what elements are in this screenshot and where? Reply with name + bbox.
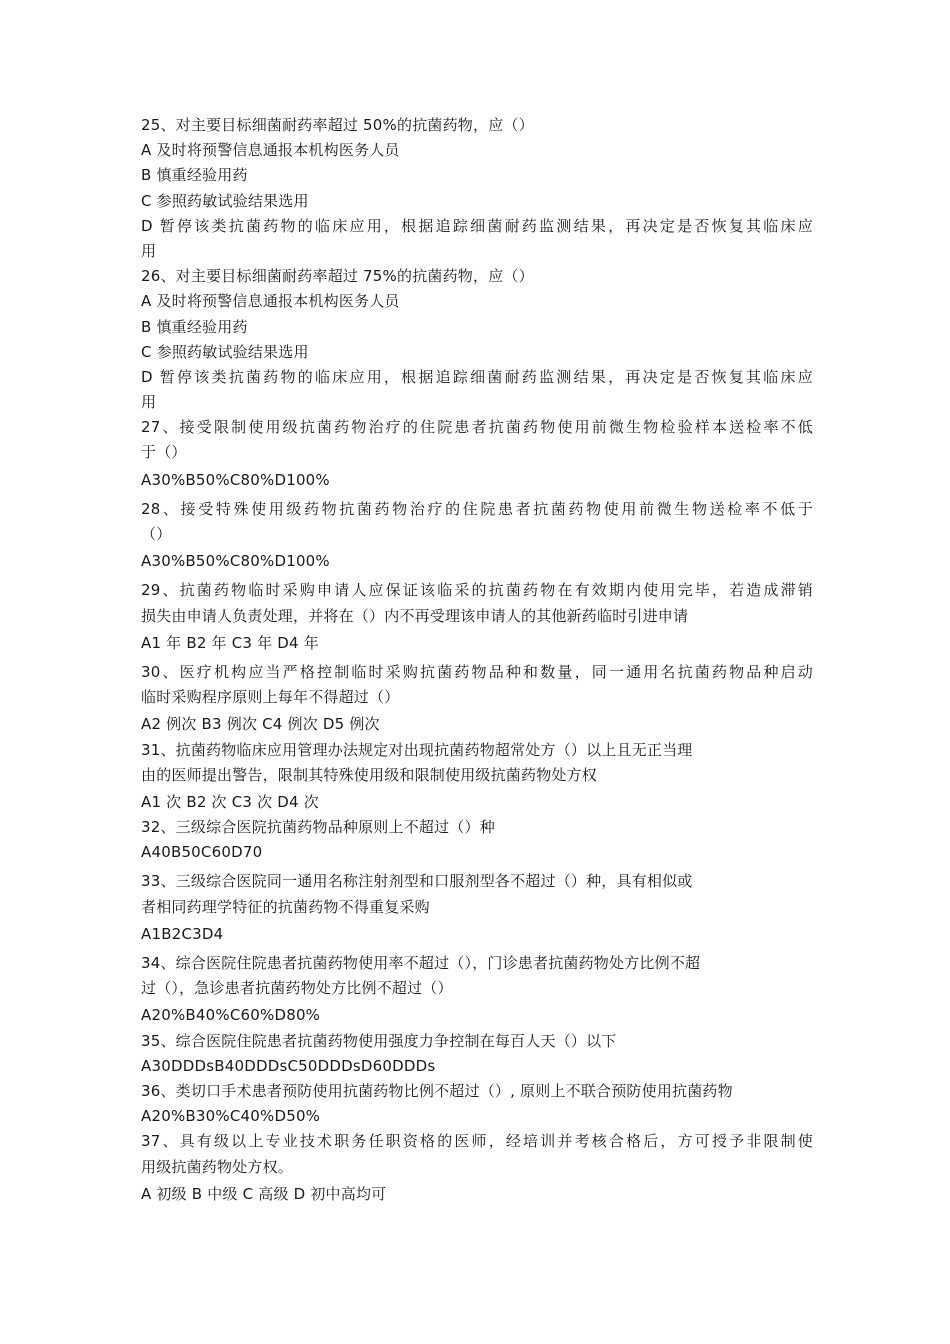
q31-options: A1 次 B2 次 C3 次 D4 次: [141, 792, 319, 811]
q36-options: A20%B30%C40%D50%: [141, 1107, 321, 1126]
q28-options: A30%B50%C80%D100%: [141, 552, 330, 571]
q36-stem: 36、类切口手术患者预防使用抗菌药物比例不超过（）, 原则上不联合预防使用抗菌药物: [141, 1081, 733, 1100]
q30-stem: 30、医疗机构应当严格控制临时采购抗菌药物品种和数量，同一通用名抗菌药物品种启动: [141, 662, 813, 681]
q28-stem-cont: （）: [141, 525, 172, 543]
q26-option-c: C 参照药敏试验结果选用: [141, 342, 309, 361]
q25-option-c: C 参照药敏试验结果选用: [141, 191, 309, 210]
q31-stem: 31、抗菌药物临床应用管理办法规定对出现抗菌药物超常处方（）以上且无正当理: [141, 740, 693, 759]
q27-stem-cont: 于（）: [141, 443, 187, 462]
q26-option-a: A 及时将预警信息通报本机构医务人员: [141, 292, 400, 311]
q31-stem-cont: 由的医师提出警告，限制其特殊使用级和限制使用级抗菌药物处方权: [141, 765, 598, 784]
q29-stem: 29、抗菌药物临时采购申请人应保证该临采的抗菌药物在有效期内使用完毕，若造成滞销: [141, 581, 813, 600]
q35-stem: 35、综合医院住院患者抗菌药物使用强度力争控制在每百人天（）以下: [141, 1031, 617, 1050]
q33-stem-cont: 者相同药理学特征的抗菌药物不得重复采购: [141, 897, 430, 916]
q35-options: A30DDDsB40DDDsC50DDDsD60DDDs: [141, 1056, 436, 1075]
question-list: [141, 113, 813, 1207]
q30-options: A2 例次 B3 例次 C4 例次 D5 例次: [141, 715, 380, 734]
q25-stem: 25、对主要目标细菌耐药率超过 50%的抗菌药物，应（）: [141, 116, 534, 134]
q30-stem-cont: 临时采购程序原则上每年不得超过（）: [141, 688, 400, 707]
q27-options: A30%B50%C80%D100%: [141, 470, 330, 489]
q32-stem: 32、三级综合医院抗菌药物品种原则上不超过（）种: [141, 818, 495, 837]
q25-option-a: A 及时将预警信息通报本机构医务人员: [141, 141, 400, 160]
q33-options: A1B2C3D4: [141, 924, 224, 943]
q27-stem: 27、接受限制使用级抗菌药物治疗的住院患者抗菌药物使用前微生物检验样本送检率不低: [141, 418, 813, 437]
q37-stem-cont: 用级抗菌药物处方权。: [141, 1157, 294, 1176]
q26-option-b: B 慎重经验用药: [141, 317, 248, 336]
q29-options: A1 年 B2 年 C3 年 D4 年: [141, 633, 319, 652]
q32-options: A40B50C60D70: [141, 843, 263, 862]
q37-options: A 初级 B 中级 C 高级 D 初中高均可: [141, 1184, 387, 1203]
q26-option-d-cont: 用: [141, 393, 157, 412]
q25-option-d-cont: 用: [141, 241, 157, 260]
q29-stem-cont: 损失由申请人负责处理，并将在（）内不再受理该申请人的其他新药临时引进申请: [141, 606, 689, 625]
q25-option-d: D 暂停该类抗菌药物的临床应用，根据追踪细菌耐药监测结果，再决定是否恢复其临床应: [141, 216, 813, 235]
q34-stem-cont: 过（），急诊患者抗菌药物处方比例不超过（）: [141, 979, 453, 998]
q34-options: A20%B40%C60%D80%: [141, 1006, 321, 1025]
q25-option-b: B 慎重经验用药: [141, 166, 248, 185]
q37-stem: 37、具有级以上专业技术职务任职资格的医师，经培训并考核合格后，方可授予非限制使: [141, 1132, 813, 1151]
q28-stem: 28、接受特殊使用级药物抗菌药物治疗的住院患者抗菌药物使用前微生物送检率不低于: [141, 499, 813, 518]
q34-stem: 34、综合医院住院患者抗菌药物使用率不超过（），门诊患者抗菌药物处方比例不超: [141, 954, 701, 972]
q26-stem: 26、对主要目标细菌耐药率超过 75%的抗菌药物，应（）: [141, 267, 534, 286]
q26-option-d: D 暂停该类抗菌药物的临床应用，根据追踪细菌耐药监测结果，再决定是否恢复其临床应: [141, 367, 813, 386]
q33-stem: 33、三级综合医院同一通用名称注射剂型和口服剂型各不超过（）种，具有相似或: [141, 872, 693, 891]
